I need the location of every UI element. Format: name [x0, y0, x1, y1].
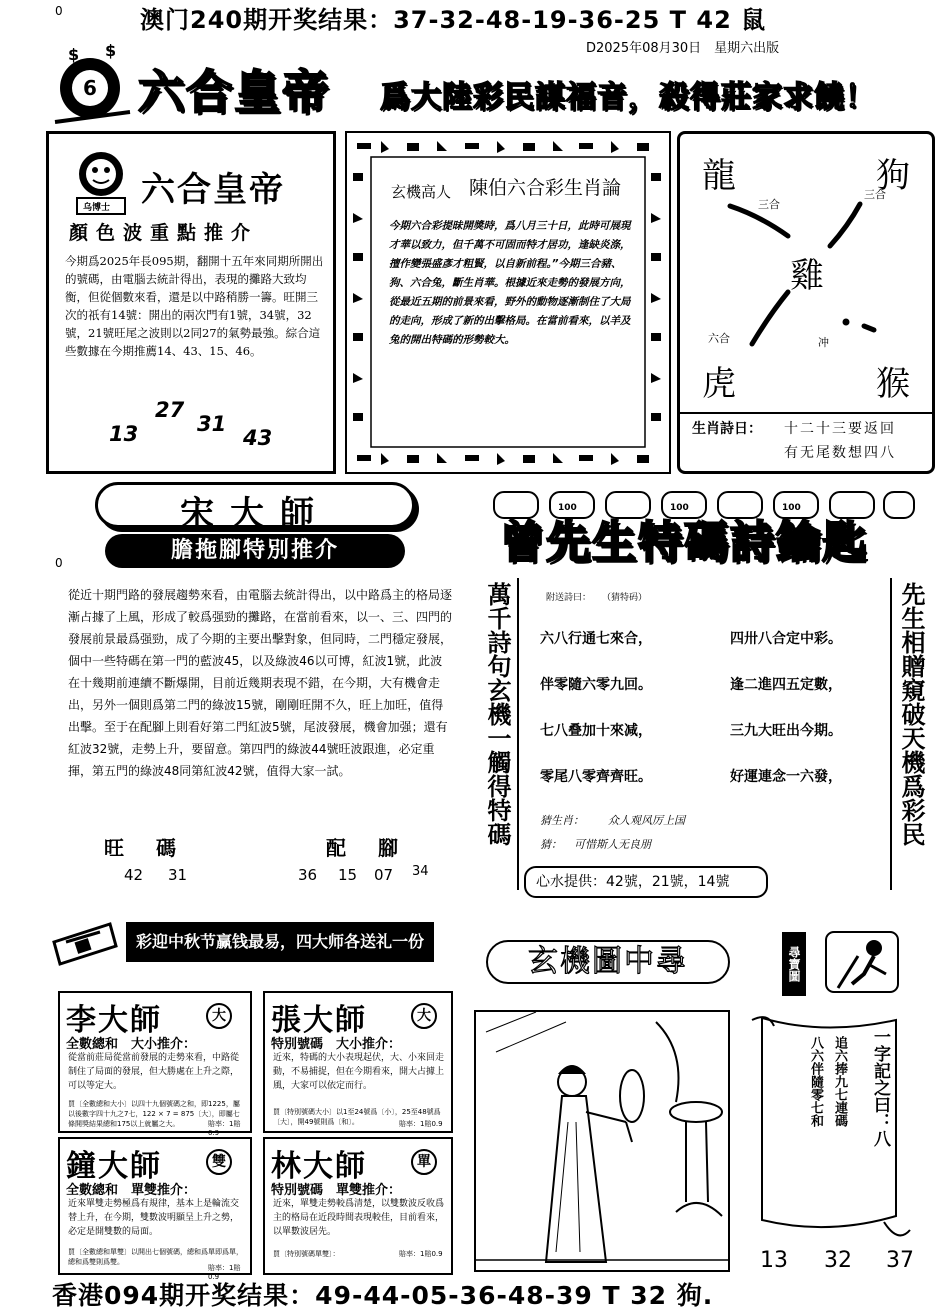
master-badge: 單: [411, 1149, 437, 1175]
treasure-map-tag: 尋寶圖: [782, 932, 806, 996]
relation-label: 三合: [758, 198, 780, 211]
zodiac-rooster: 雞: [790, 256, 824, 296]
box2-text: 今期六合彩提昧開獎時，爲八月三十日，此時可展現才華以致力，但千萬不可固而特才居功，逢缺炎涤，擅作變張盛彥才粗賢，以自新前程。”今期三合豬、狗、六合兔，斷生肖華。根據近來走勢的發展方向，從最近五期的前景來看，野外的動物逐漸制住了大局的走向，形成了新的出擊格局。在當前看來，以羊及兔的開出特碼的形勢較大。: [389, 220, 631, 346]
box1-subtitle: 顏色波重點推介: [69, 222, 259, 244]
svg-text:$: $: [68, 45, 80, 64]
zeng-poem-line: 伴零隨六零九回。: [540, 677, 652, 693]
scroll-line: 追六捧九七連碼: [832, 1036, 847, 1127]
master-text: 從當前莊局從當前發展的走勢來看，中路從制住了局面的發展，但大勝處在上升之際，可以等定大。: [68, 1053, 240, 1091]
chen-zodiac-box: [345, 131, 671, 474]
song-subtitle: 膽拖腳特別推介: [105, 534, 405, 568]
zeng-poem-line: 零尾八零齊齊旺。: [540, 769, 652, 785]
box1-title: 六合皇帝: [141, 170, 285, 210]
wang-number: 31: [168, 866, 188, 884]
zeng-poem-line: 四卅八合定中彩。: [730, 631, 842, 647]
master-text: 近來，特碼的大小表現起伏，大、小來回走動，不易捕捉，但在今期看來，開大占據上風，大家可以依定而行。: [273, 1053, 445, 1091]
master-odds: 賠率：1賠0.9: [208, 1264, 241, 1281]
master-li-box: [58, 991, 252, 1137]
master-line: 全數總和 單雙推介：: [66, 1183, 197, 1198]
wang-label: 旺 碼: [104, 836, 182, 860]
xuanji-title: 玄機圖中尋: [486, 940, 730, 984]
master-foot: 買〔特別號碼單雙〕：: [273, 1250, 340, 1258]
zodiac-tiger: 虎: [702, 364, 736, 404]
svg-text:$: $: [105, 42, 117, 60]
guess-zodiac-label: 猜生肖：: [540, 814, 584, 827]
zodiac-dog: 狗: [876, 156, 910, 196]
master-name: 李大師: [66, 1003, 162, 1038]
pei-number: 34: [412, 864, 429, 879]
master-foot: 買〔全數總和單雙〕以開出七個號碼，總和爲單即爲單，總和爲雙則爲雙。: [68, 1248, 243, 1266]
relation-label: 三合: [864, 188, 886, 201]
zeng-right-vertical: 先生相贈窺破天機爲彩民: [897, 582, 925, 846]
top-marker: 0: [55, 4, 63, 18]
six-emperor-box: [46, 131, 336, 474]
song-marker: 0: [55, 556, 63, 570]
box1-number: 43: [243, 426, 273, 450]
zodiac-poem-label: 生肖詩日：: [692, 421, 762, 437]
master-badge: 大: [411, 1003, 437, 1029]
box2-title-right: 陳伯六合彩生肖論: [469, 177, 622, 199]
riddle-scroll: [744, 1008, 914, 1246]
money-bag-logo-icon: [50, 42, 140, 124]
master-odds: 賠率：1賠0.9: [208, 1120, 241, 1137]
zeng-poem-line: 七八叠加十來减，: [540, 723, 652, 739]
master-odds: 賠率：1賠0.9: [399, 1250, 443, 1258]
master-zhong-box: [58, 1137, 252, 1281]
pei-number: 07: [374, 866, 394, 884]
svg-text:100: 100: [558, 503, 577, 513]
master-name: 林大師: [271, 1149, 367, 1184]
zeng-header-note: （猜特码）: [602, 593, 648, 603]
master-line: 特別號碼 單雙推介：: [271, 1183, 402, 1198]
master-text: 近來，單雙走勢較爲清楚，以雙數波反收爲主的格局在近段時間表現較佳，目前看來，以單數波居先。: [273, 1199, 445, 1237]
bottom-lottery-result: 香港094期开奖结果：49-44-05-36-48-39 T 32 狗.: [52, 1281, 714, 1308]
relation-label: 六合: [708, 332, 730, 345]
master-name: 鐘大師: [66, 1149, 162, 1184]
pei-label: 配 腳: [326, 836, 404, 860]
wang-number: 42: [124, 866, 144, 884]
master-badge: 雙: [206, 1149, 232, 1175]
zeng-left-divider: [517, 578, 519, 890]
master-line: 特別號碼 大小推介：: [271, 1037, 402, 1052]
zodiac-dragon: 龍: [702, 156, 736, 196]
guess-text: 可惜斯人无良朋: [574, 838, 651, 851]
masters-banner: [50, 912, 430, 972]
guess-label: 猜：: [540, 838, 562, 851]
relation-strokes-icon: [680, 134, 930, 384]
song-text: 從近十期門路的發展趨勢來看，由電腦去統計得出，以中路爲主的格局逐漸占據了上風，形成了較爲强勁的攤路，在當前看來，以一、三、四門的發展前景最爲强勁，成了今期的主要出擊對象，但同時，二門穩定發展，個中一些特碼在第一門的藍波45，以及綠波46以可博，紅波1號，此波在十幾期前連續不斷爆開，目前近幾期表現不錯，在今期，大有機會走出，另外一個則爲第二門的綠波15號，剛剛旺開不久，旺上加旺，值得出擊。至于在配腳上則看好第二門紅波5號，尾波發展，機會加强；還有紅波32號，走勢上升，要留意。第四門的綠波44號旺波跟進，必定重揮，第五門的綠波48同第紅波42號，值得大家一試。: [68, 588, 453, 778]
scroll-line: 八六伴隨零七和: [808, 1036, 823, 1127]
pei-number: 36: [298, 866, 318, 884]
guess-zodiac-text: 众人观风厉上国: [608, 814, 685, 827]
xuanji-number: 13: [760, 1248, 788, 1273]
relation-label: 冲: [818, 336, 829, 349]
issue-date: D2025年08月30日 星期六出版: [586, 41, 780, 56]
scroll-line: 一字記之曰：八: [870, 1028, 890, 1147]
zeng-title-area: [488, 484, 916, 570]
envelope-icon: [50, 912, 120, 968]
master-zhang-box: [263, 991, 453, 1133]
zeng-right-divider: [890, 578, 892, 890]
mascot-caption: 乌博士: [83, 203, 111, 213]
xuanji-number: 37: [886, 1248, 914, 1273]
zeng-poem-line: 逢二進四五定數，: [730, 677, 842, 693]
box1-number: 13: [109, 422, 139, 446]
master-text: 近來單雙走勢極爲有規律，基本上是輪流交替上升，在今期，雙數波明顯呈上升之勢，必定是開雙數的局面。: [68, 1199, 240, 1237]
zeng-poem-line: 三九大旺出今期。: [730, 723, 842, 739]
song-title: 宋大師: [180, 494, 330, 534]
masters-banner-text: 彩迎中秋节赢钱最易，四大师各送礼一份: [126, 922, 434, 962]
master-name: 張大師: [271, 1003, 367, 1038]
master-badge: 大: [206, 1003, 232, 1029]
xuanji-number: 32: [824, 1248, 852, 1273]
zeng-title: 曾先生特碼詩鑰匙: [500, 517, 868, 568]
lady-with-fan-icon: [476, 1012, 728, 1270]
digging-figure-icon: [824, 930, 900, 994]
box1-text: 今期爲2025年長095期，翻開十五年來同期所開出的號碼，由電腦去統計得出，表現的攤路大致均衡，但從個數來看，還是以中路稍勝一籌。旺開三次的祇有14號：開出的兩次門有1號，34號，32號，21號旺尾之波則以2同27的氣勢最強。綜合這些數據在今期推薦14、43、15、46。: [65, 254, 324, 358]
box1-number: 27: [155, 398, 185, 422]
zodiac-relations-box: [677, 131, 935, 474]
zeng-poem-line: 好運連念一六發，: [730, 769, 842, 785]
banner-slogan: 爲大陸彩民謀福音，殺得莊家求饒！: [380, 80, 876, 115]
zodiac-poem-line: 有无尾数想四八: [784, 445, 896, 461]
zeng-left-vertical: 萬千詩句玄機一觸得特碼: [483, 582, 511, 846]
master-line: 全數總和 大小推介：: [66, 1037, 197, 1052]
pei-number: 15: [338, 866, 358, 884]
xinshui-box: 心水提供：42號，21號，14號: [524, 866, 768, 898]
master-odds: 賠率：1賠0.9: [399, 1120, 443, 1128]
master-foot: 買〔全數總和大小〕以四十九個號碼之和，即1225，屬以後數字四十九之7七，122 × 7 = 875〔大〕，即屬七條開獎結果總和175以上就屬之大。: [68, 1100, 240, 1128]
song-title-plaque: [95, 482, 415, 574]
zodiac-poem-divider: [680, 412, 932, 414]
banner-brand: 六合皇帝: [138, 65, 330, 119]
box2-title-left: 玄機高人: [391, 183, 452, 201]
zeng-header-label: 附送詩曰：: [546, 593, 592, 603]
zodiac-monkey: 猴: [876, 364, 910, 404]
zodiac-poem-line: 十二十三要返回: [784, 421, 896, 437]
master-foot: 買〔特別號碼大小〕以1至24號爲〔小〕，25至48號爲〔大〕，開49號則爲〔和〕。: [273, 1108, 441, 1126]
master-lin-box: [263, 1137, 453, 1275]
svg-text:100: 100: [670, 503, 689, 513]
zeng-poem-line: 六八行通七來合，: [540, 631, 652, 647]
xuanji-illustration: [474, 1010, 730, 1272]
svg-text:6: 6: [83, 76, 97, 100]
top-lottery-result: 澳门240期开奖结果：37-32-48-19-36-25 T 42 鼠: [140, 6, 767, 34]
box1-number: 31: [197, 412, 227, 436]
banner: [50, 42, 930, 124]
svg-text:100: 100: [782, 503, 801, 513]
